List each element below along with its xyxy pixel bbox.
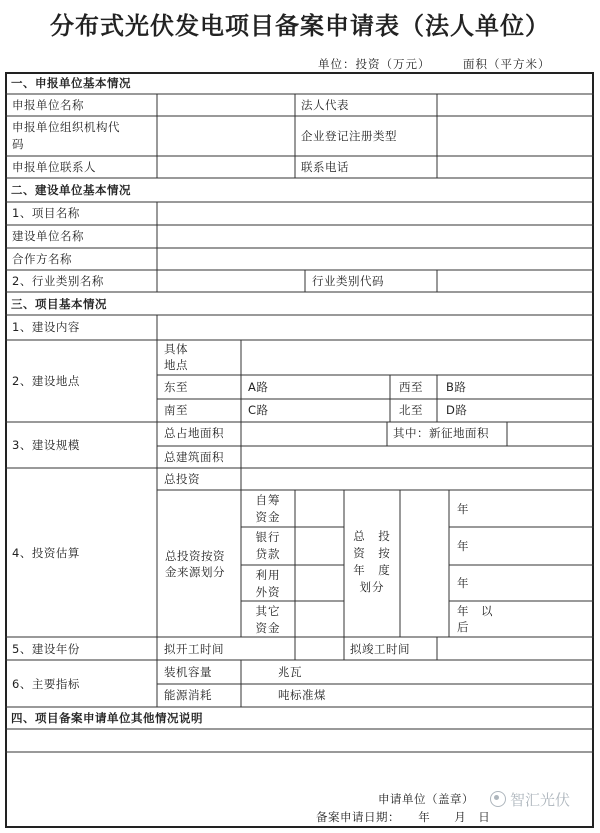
annual-split-line2: 资 按 <box>353 546 391 560</box>
label-invest: 4、投资估算 <box>12 546 80 560</box>
value-north: D路 <box>446 403 468 417</box>
label-location: 2、建设地点 <box>12 374 80 388</box>
label-total-build: 总建筑面积 <box>164 450 224 464</box>
label-legal-rep: 法人代表 <box>301 98 349 112</box>
year-slot-4: 年 以 <box>457 604 493 618</box>
section-4-header: 四、项目备案申请单位其他情况说明 <box>11 711 203 725</box>
label-build-year: 5、建设年份 <box>12 642 80 656</box>
label-industry-code: 行业类别代码 <box>312 274 384 288</box>
label-capacity: 装机容量 <box>164 665 212 679</box>
label-annual-split <box>344 528 400 596</box>
label-end-time: 拟竣工时间 <box>350 642 410 656</box>
label-builder: 建设单位名称 <box>12 229 84 243</box>
fund-type-self-line1: 自筹 <box>255 493 281 507</box>
watermark <box>490 789 570 810</box>
label-location-detail: 具体 <box>164 342 188 356</box>
year-slot-1: 年 <box>457 502 469 516</box>
label-org-code-cont: 码 <box>12 137 24 151</box>
annual-split-line3: 年 度 <box>353 563 391 577</box>
fund-type-foreign <box>241 567 295 601</box>
year-slot-2: 年 <box>457 539 469 553</box>
watermark-text: 智汇光伏 <box>510 791 571 809</box>
fund-type-foreign-line1: 利用 <box>255 568 281 582</box>
fund-type-self-line2: 资金 <box>255 510 281 524</box>
fund-type-self <box>241 492 295 526</box>
label-fund-source: 总投资按资 <box>165 549 225 563</box>
unit-energy: 吨标准煤 <box>278 688 326 702</box>
label-reg-type: 企业登记注册类型 <box>301 129 397 143</box>
label-south: 南至 <box>164 403 188 417</box>
label-scale: 3、建设规模 <box>12 438 80 452</box>
label-east: 东至 <box>164 380 188 394</box>
label-contact: 申报单位联系人 <box>12 160 96 174</box>
label-start-time: 拟开工时间 <box>164 642 224 656</box>
value-south: C路 <box>248 403 269 417</box>
label-energy: 能源消耗 <box>164 688 212 702</box>
section-1-header: 一、申报单位基本情况 <box>11 76 131 90</box>
fund-type-foreign-line2: 外资 <box>255 585 281 599</box>
annual-split-line1: 总 投 <box>353 529 391 543</box>
label-new-land: 其中：新征地面积 <box>393 426 489 440</box>
year-slot-3: 年 <box>457 576 469 590</box>
label-industry: 2、行业类别名称 <box>12 274 104 288</box>
unit-note-invest: 单位：投资（万元） <box>318 57 431 71</box>
fund-type-loan-line1: 银行 <box>255 530 281 544</box>
fund-type-other-line1: 其它 <box>255 604 281 618</box>
label-org-code: 申报单位组织机构代 <box>12 120 120 134</box>
label-west: 西至 <box>399 380 423 394</box>
label-unit-name: 申报单位名称 <box>12 98 84 112</box>
fund-type-other-line2: 资金 <box>255 621 281 635</box>
unit-note-area: 面积（平方米） <box>463 57 551 71</box>
label-total-land: 总占地面积 <box>164 426 224 440</box>
label-fund-source-cont: 金来源划分 <box>165 565 225 579</box>
label-content: 1、建设内容 <box>12 320 80 334</box>
label-partner: 合作方名称 <box>12 252 72 266</box>
label-phone: 联系电话 <box>301 160 349 174</box>
wechat-icon <box>490 791 506 807</box>
section-3-header: 三、项目基本情况 <box>11 297 107 311</box>
unit-capacity: 兆瓦 <box>278 665 302 679</box>
fund-type-loan-line2: 贷款 <box>255 547 281 561</box>
label-north: 北至 <box>399 403 423 417</box>
label-total-invest: 总投资 <box>164 472 200 486</box>
section-2-header: 二、建设单位基本情况 <box>11 183 131 197</box>
value-east: A路 <box>248 380 269 394</box>
fund-type-other <box>241 603 295 637</box>
label-apply-date: 备案申请日期： 年 月 日 <box>316 810 491 824</box>
label-applicant: 申请单位（盖章） <box>378 792 474 806</box>
year-slot-4-after: 后 <box>457 620 469 634</box>
value-west: B路 <box>446 380 467 394</box>
fund-type-loan <box>241 529 295 563</box>
annual-split-line4: 划分 <box>359 580 385 594</box>
label-project-name: 1、项目名称 <box>12 206 80 220</box>
label-location-detail-cont: 地点 <box>164 358 188 372</box>
label-indicators: 6、主要指标 <box>12 677 80 691</box>
page-title: 分布式光伏发电项目备案申请表（法人单位） <box>50 12 550 40</box>
